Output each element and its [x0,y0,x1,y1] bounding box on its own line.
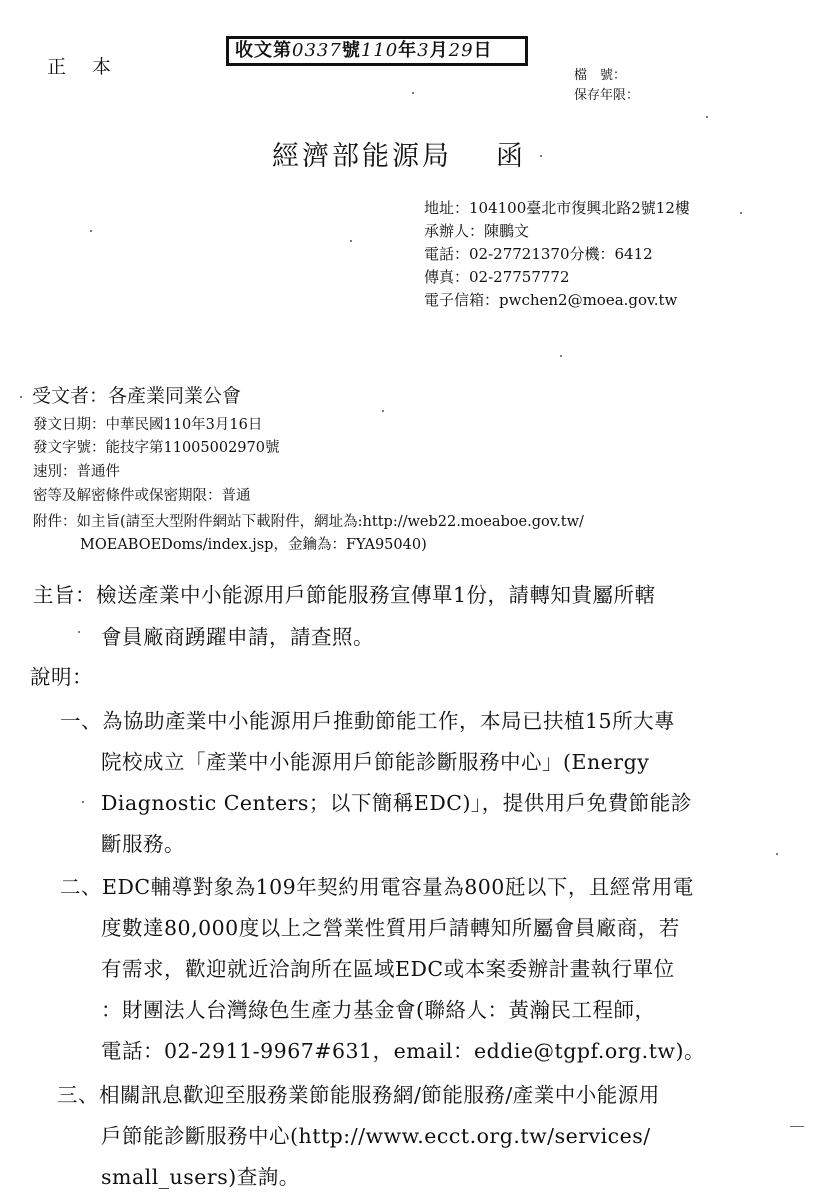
contact-handler: 承辦人：陳鵬文 [424,222,530,240]
explanation-item-1-line: 院校成立「產業中小能源用戶節能診斷服務中心」(Energy [101,750,650,774]
subject-line-2: 會員廠商踴躍申請，請查照。 [101,625,374,649]
scan-speck [776,853,778,855]
scan-speck [382,410,384,412]
copy-mark: 正本 [47,56,138,78]
scan-speck [560,355,562,357]
stamp-prefix: 收文第 [235,40,292,61]
scan-speck [412,92,414,94]
explanation-item-1-line: 斷服務。 [101,832,185,856]
scan-speck [740,212,742,214]
attachment-line-2: MOEABOEDoms/index.jsp，金鑰為：FYA95040) [80,537,427,553]
recipient: 受文者：各產業同業公會 [32,385,242,407]
explanation-item-3-line: small_users)查詢。 [101,1165,300,1189]
explanation-item-3-line: 戶節能診斷服務中心(http://www.ecct.org.tw/services/ [101,1124,651,1148]
explanation-item-3-line: 三、相關訊息歡迎至服務業節能服務網/節能服務/產業中小能源用 [57,1083,660,1107]
contact-fax: 傳真：02-27757772 [424,268,570,286]
stamp-month-suffix: 月 [429,40,449,61]
receipt-stamp [226,36,528,66]
explanation-item-2-line: ：財團法人台灣綠色生產力基金會(聯絡人：黃瀚民工程師， [101,998,656,1022]
scan-speck [20,396,22,398]
stamp-day: 29 [448,40,474,61]
scan-speck [78,631,80,633]
issue-date: 發文日期：中華民國110年3月16日 [33,417,263,433]
stamp-month: 3 [417,40,430,61]
retention-label: 保存年限： [574,88,640,103]
speed-class: 速別：普通件 [33,464,120,480]
scan-speck [706,116,708,118]
explanation-item-2-line: 有需求，歡迎就近洽詢所在區域EDC或本案委辦計畫執行單位 [101,957,675,981]
attachment-line-1: 附件：如主旨(請至大型附件網站下載附件，網址為:http://web22.moeaboe.gov.tw/ [33,514,584,530]
scan-speck [90,230,92,232]
contact-address: 地址：104100臺北市復興北路2號12樓 [424,199,690,217]
stamp-year-suffix: 年 [398,40,418,61]
agency-name: 經濟部能源局 [272,141,452,172]
archive-number-label: 檔 號： [574,68,627,83]
secrecy-class: 密等及解密條件或保密期限：普通 [33,488,251,504]
stamp-mid: 號 [341,40,361,61]
scan-speck [350,240,352,242]
stamp-number: 0337 [292,40,342,61]
explanation-label: 說明： [30,665,93,689]
contact-email: 電子信箱：pwchen2@moea.gov.tw [424,291,678,309]
explanation-item-1-line: Diagnostic Centers；以下簡稱EDC)」，提供用戶免費節能診 [101,791,692,815]
explanation-item-2-line: 二、EDC輔導對象為109年契約用電容量為800瓩以下，且經常用電 [60,875,694,899]
document-number: 發文字號：能技字第11005002970號 [33,440,280,456]
explanation-item-2-line: 電話：02-2911-9967#631，email：eddie@tgpf.org.tw)。 [101,1039,705,1063]
scan-mark [790,1126,804,1127]
contact-phone: 電話：02-27721370分機：6412 [424,245,653,263]
subject-line-1: 主旨：檢送產業中小能源用戶節能服務宣傳單1份，請轉知貴屬所轄 [33,583,656,607]
document-title [272,134,526,173]
document-type: 函 [496,141,526,172]
scan-speck [540,155,542,157]
stamp-day-suffix: 日 [473,40,493,61]
explanation-item-1-line: 一、為協助產業中小能源用戶推動節能工作，本局已扶植15所大專 [60,709,676,733]
scan-speck [82,801,84,803]
explanation-item-2-line: 度數達80,000度以上之營業性質用戶請轉知所屬會員廠商，若 [101,916,680,940]
stamp-year: 110 [360,40,399,61]
